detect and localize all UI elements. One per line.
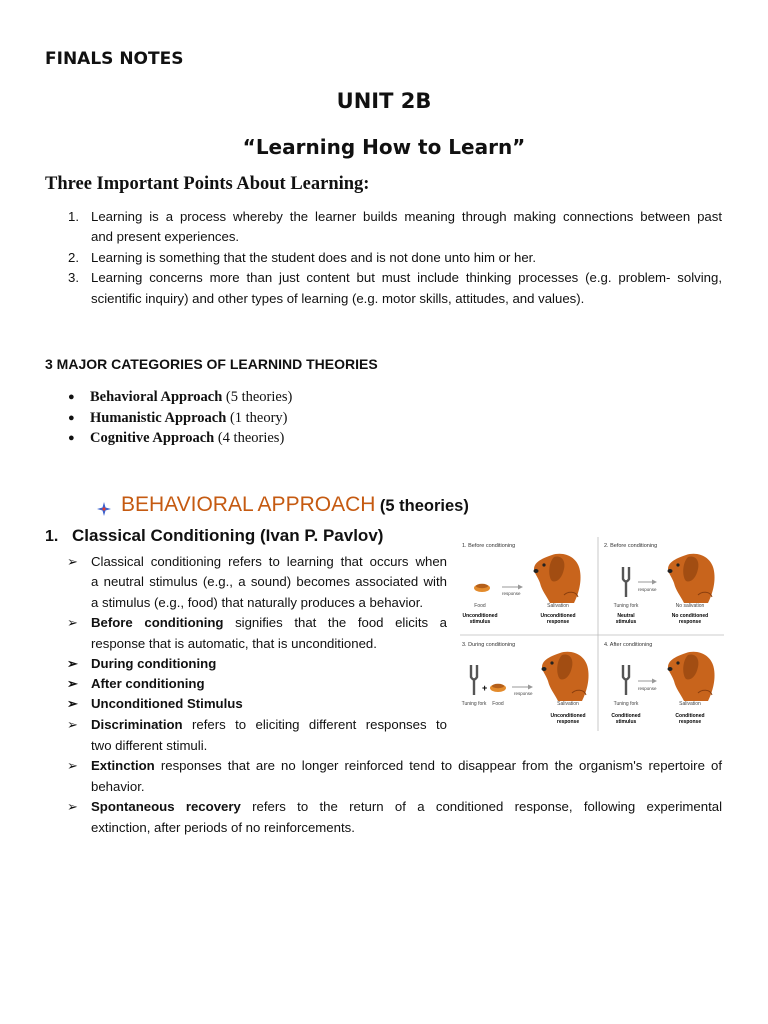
bullet-definition: signifies that the food elicits a (223, 615, 448, 630)
dog-icon (668, 652, 715, 701)
panel-title: 4. After conditioning (604, 642, 653, 648)
bullet-term: Extinction (91, 758, 155, 773)
bullet-dot: ● (68, 412, 75, 424)
arrow-label: response (514, 691, 533, 696)
behavioral-title: BEHAVIORAL APPROACH (121, 493, 376, 516)
list-text: and present experiences. (91, 229, 240, 244)
arrow-label: response (638, 686, 657, 691)
stimulus-caption: stimulus (469, 619, 491, 625)
bullet-text: two different stimuli. (91, 738, 208, 753)
food-bowl-icon (490, 684, 506, 692)
bullet-text (91, 715, 447, 736)
notes-label: FINALS NOTES (45, 49, 184, 69)
dog-icon (542, 652, 589, 701)
bullet-text: Classical conditioning refers to learning that occurs when (91, 554, 447, 569)
stimulus-label: Food (474, 603, 486, 609)
bullet-dot: ● (68, 432, 75, 444)
panel-title: 2. Before conditioning (604, 543, 658, 549)
bullet-text: a stimulus (e.g., food) that naturally produces a behavior. (91, 595, 424, 610)
bullet-term: Discrimination (91, 717, 183, 732)
stimulus-caption: Unconditioned (462, 613, 498, 619)
pavlov-conditioning-figure (458, 535, 726, 733)
bullet-text: extinction, after periods of no reinforcements. (91, 820, 355, 835)
bullet-definition: refers to eliciting different responses to (182, 717, 447, 732)
list-number: 2. (68, 250, 79, 265)
list-text: Learning is something that the student does and is not done unto him or her. (91, 250, 537, 265)
response-caption: response (678, 719, 702, 725)
tuning-fork-icon (471, 665, 477, 695)
response-label: Salivation (557, 701, 579, 707)
three-points-heading: Three Important Points About Learning: (45, 174, 370, 194)
unit-title: UNIT 2B (336, 89, 432, 113)
response-caption: Unconditioned (540, 613, 576, 619)
plus-icon: + (482, 683, 488, 693)
response-caption: Conditioned (675, 713, 705, 719)
bullet-text: behavior. (91, 779, 145, 794)
tuning-fork-icon (623, 567, 629, 597)
bullet-definition: refers to the return of a conditioned response, following experimental (240, 799, 722, 814)
list-text: Learning concerns more than just content but must include thinking processes (e.g. problem- solving, (91, 270, 722, 285)
bullet-term: After conditioning (91, 676, 205, 691)
stimulus-label: Tuning fork (613, 603, 639, 609)
bullet-term: Spontaneous recovery (91, 799, 241, 814)
arrow-bullet-icon: ➢ (67, 758, 78, 773)
response-caption: response (546, 619, 570, 625)
arrow-bullet-icon: ➢ (67, 615, 78, 630)
categories-heading: 3 MAJOR CATEGORIES OF LEARNIND THEORIES (45, 356, 378, 372)
bullet-term: Before conditioning (91, 615, 224, 630)
response-label: Salivation (547, 603, 569, 609)
behavioral-count: (5 theories) (379, 497, 469, 515)
list-text: scientific inquiry) and other types of learning (e.g. motor skills, attitudes, and values). (91, 291, 585, 306)
bullet-text: a neutral stimulus (e.g., a sound) becomes associated with (91, 574, 447, 589)
bullet-term: Unconditioned Stimulus (91, 696, 243, 711)
response-caption: response (556, 719, 580, 725)
bullet-text (91, 756, 722, 777)
sparkle-bullet-icon (97, 502, 111, 516)
arrow-bullet-icon: ➢ (67, 554, 78, 569)
category-name: Behavioral Approach (90, 389, 223, 405)
panel-title: 1. Before conditioning (462, 543, 516, 549)
bullet-dot: ● (68, 391, 75, 403)
arrow-label: response (502, 591, 521, 596)
list-number: 1. (68, 209, 79, 224)
stimulus-caption: Conditioned (611, 713, 641, 719)
section-title: Classical Conditioning (Ivan P. Pavlov) (72, 526, 384, 545)
page-subtitle: “Learning How to Learn” (242, 135, 526, 159)
stimulus-label: Tuning fork (613, 701, 639, 707)
behavioral-heading (121, 493, 469, 517)
category-count: (5 theories) (222, 389, 293, 405)
panel-title: 3. During conditioning (462, 642, 516, 648)
stimulus-label: Food (492, 701, 504, 707)
arrow-bullet-icon: ➢ (67, 696, 78, 711)
arrow-label: response (638, 587, 657, 592)
list-text: Learning is a process whereby the learner builds meaning through making connections between past (91, 209, 722, 224)
stimulus-caption: stimulus (615, 619, 637, 625)
dog-icon (534, 554, 581, 603)
stimulus-caption: stimulus (615, 719, 637, 725)
response-caption: response (678, 619, 702, 625)
category-count: (4 theories) (214, 430, 285, 446)
arrow-bullet-icon: ➢ (67, 676, 78, 691)
dog-icon (668, 554, 715, 603)
bullet-term: During conditioning (91, 656, 217, 671)
arrow-bullet-icon: ➢ (67, 656, 78, 671)
response-caption: No conditioned (671, 613, 709, 619)
bullet-text (91, 613, 447, 634)
bullet-text (91, 797, 722, 818)
category-name: Cognitive Approach (90, 430, 215, 446)
stimulus-label: Tuning fork (461, 701, 487, 707)
bullet-text: response that is automatic, that is unconditioned. (91, 636, 377, 651)
category-count: (1 theory) (226, 410, 288, 426)
response-label: Salivation (679, 701, 701, 707)
tuning-fork-icon (623, 665, 629, 695)
response-label: No salivation (675, 603, 705, 609)
bullet-definition: responses that are no longer reinforced tend to disappear from the organism's repertoire of (154, 758, 722, 773)
arrow-bullet-icon: ➢ (67, 717, 78, 732)
section-number: 1. (45, 528, 59, 545)
list-number: 3. (68, 270, 79, 285)
arrow-bullet-icon: ➢ (67, 799, 78, 814)
response-caption: Unconditioned (550, 713, 586, 719)
stimulus-caption: Neutral (617, 613, 635, 619)
category-name: Humanistic Approach (90, 410, 227, 426)
food-bowl-icon (474, 584, 490, 592)
